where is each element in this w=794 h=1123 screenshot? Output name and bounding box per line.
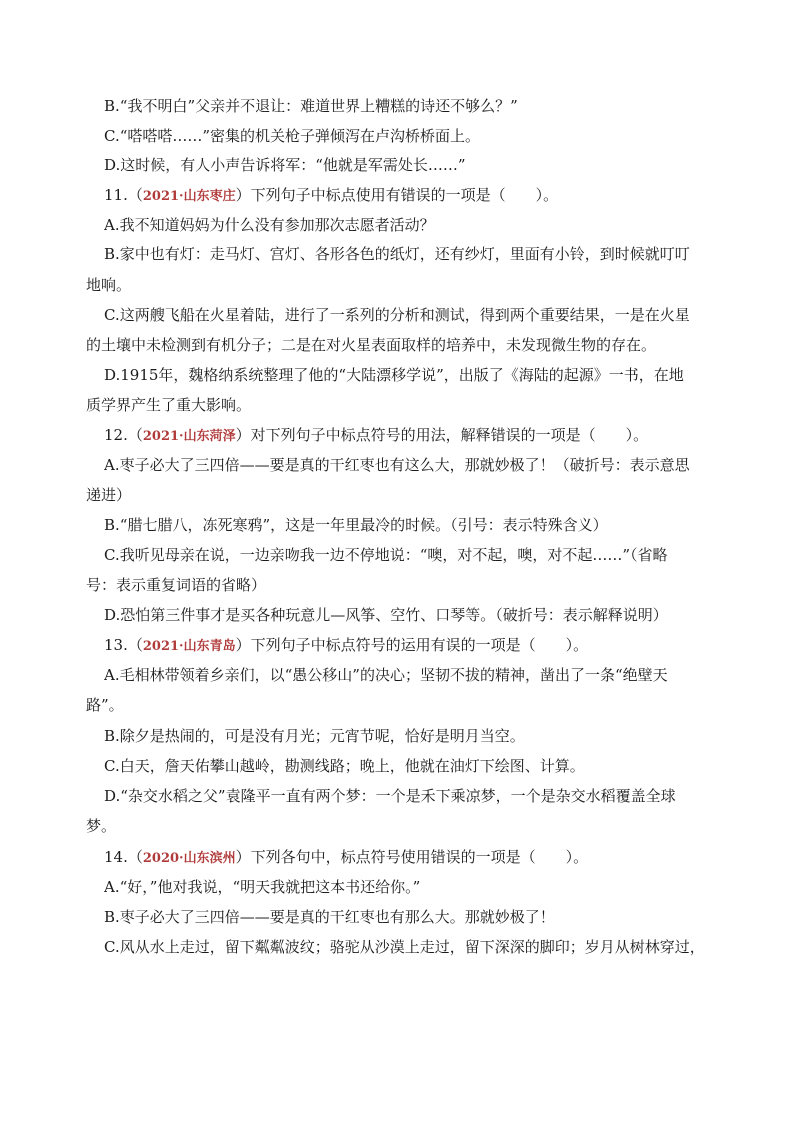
- option-line: C.我听见母亲在说，一边亲吻我一边不停地说：“噢，对不起，噢，对不起……”（省略: [104, 546, 668, 564]
- option-line: C.风从水上走过，留下粼粼波纹；骆驼从沙漠上走过，留下深深的脚印；岁月从树林穿过，: [104, 938, 705, 956]
- option-continuation: 号：表示重复词语的省略）: [86, 576, 267, 594]
- option-continuation: 梦。: [86, 817, 117, 835]
- option-line: B.除夕是热闹的，可是没有月光；元宵节呢，恰好是明月当空。: [104, 727, 525, 745]
- option-continuation: 地响。: [86, 276, 132, 294]
- question-stem: [104, 847, 720, 869]
- option-continuation: 质学界产生了重大影响。: [86, 396, 252, 414]
- option-line: A.枣子必大了三四倍——要是真的干红枣也有这么大，那就妙极了！（破折号：表示意思: [104, 456, 690, 474]
- question-text: ）下列句子中标点使用有错误的一项是（ ）。: [235, 186, 559, 204]
- source-tag: 2021·山东菏泽: [142, 429, 236, 444]
- question-number: 14.（: [104, 848, 143, 866]
- option-line: D.1915年，魏格纳系统整理了他的“大陆漂移学说”，出版了《海陆的起源》一书，在地: [104, 366, 684, 384]
- question-text: ）下列句子中标点符号的运用有误的一项是（ ）。: [235, 636, 589, 654]
- question-number: 13.（: [104, 636, 143, 654]
- source-tag: 2021·山东青岛: [142, 639, 236, 654]
- source-tag: 2020·山东滨州: [142, 851, 236, 866]
- option-line: D.这时候，有人小声告诉将军：“他就是军需处长……”: [104, 156, 466, 174]
- option-line: C.“嗒嗒嗒……”密集的机关枪子弹倾泻在卢沟桥桥面上。: [104, 127, 481, 145]
- question-stem: [104, 185, 720, 207]
- question-number: 12.（: [104, 426, 143, 444]
- source-tag: 2021·山东枣庄: [142, 189, 236, 204]
- option-line: A.毛相林带领着乡亲们，以“愚公移山”的决心；坚韧不拔的精神，凿出了一条“绝壁天: [104, 666, 668, 684]
- option-continuation: 递进）: [86, 486, 132, 504]
- question-stem: [104, 425, 720, 447]
- option-line: B.“我不明白”父亲并不退让：难道世界上糟糕的诗还不够么？”: [104, 97, 518, 115]
- option-line: C.白天，詹天佑攀山越岭，勘测线路；晚上，他就在油灯下绘图、计算。: [104, 757, 585, 775]
- option-line: B.“腊七腊八，冻死寒鸦”，这是一年里最冷的时候。（引号：表示特殊含义）: [104, 516, 608, 534]
- question-stem: [104, 635, 720, 657]
- option-continuation: 的土壤中未检测到有机分子；二是在对火星表面取样的培养中，未发现微生物的存在。: [86, 336, 657, 354]
- option-line: D.恐怕第三件事才是买各种玩意儿—风筝、空竹、口琴等。（破折号：表示解释说明）: [104, 606, 668, 624]
- option-line: B.家中也有灯：走马灯、宫灯、各形各色的纸灯，还有纱灯，里面有小铃，到时候就叮叮: [104, 245, 690, 263]
- question-text: ）下列各句中，标点符号使用错误的一项是（ ）。: [235, 848, 589, 866]
- question-number: 11.（: [104, 186, 143, 204]
- option-line: B.枣子必大了三四倍——要是真的干红枣也有那么大。那就妙极了！: [104, 908, 555, 926]
- option-continuation: 路”。: [86, 696, 124, 714]
- question-text: ）对下列句子中标点符号的用法，解释错误的一项是（ ）。: [235, 426, 649, 444]
- option-line: C.这两艘飞船在火星着陆，进行了一系列的分析和测试，得到两个重要结果，一是在火星: [104, 306, 690, 324]
- option-line: A.我不知道妈妈为什么没有参加那次志愿者活动？: [104, 216, 435, 234]
- option-line: D.“杂交水稻之父”袁隆平一直有两个梦：一个是禾下乘凉梦，一个是杂交水稻覆盖全球: [104, 787, 676, 805]
- option-line: A.“好，”他对我说，“明天我就把这本书还给你。”: [104, 878, 421, 896]
